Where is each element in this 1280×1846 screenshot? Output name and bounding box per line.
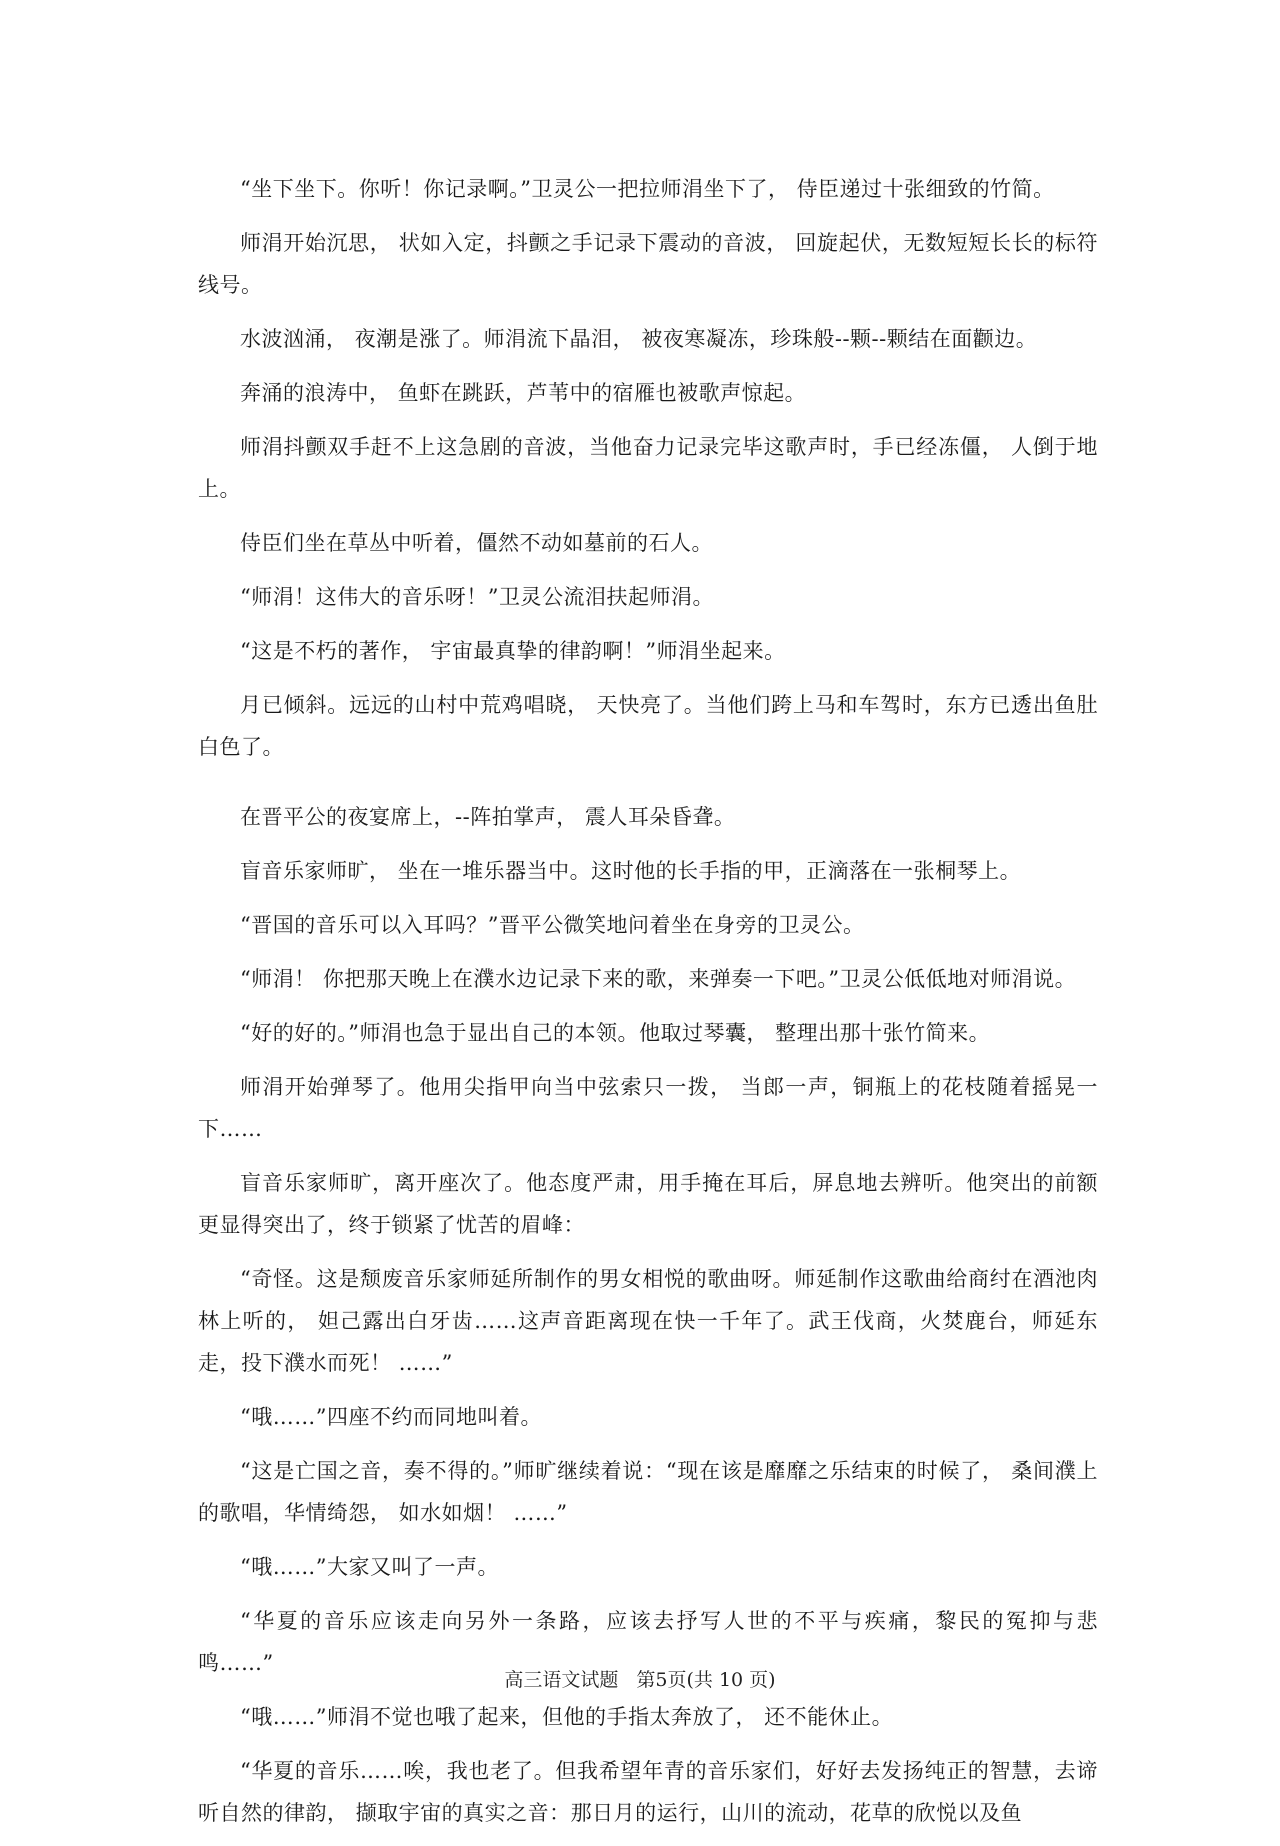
paragraph: 月已倾斜。远远的山村中荒鸡唱晓， 天快亮了。当他们跨上马和车驾时，东方已透出鱼肚白色了。	[198, 693, 1098, 759]
paragraph: “华夏的音乐应该走向另外一条路，应该去抒写人世的不平与疾痛，黎民的冤抑与悲鸣……”	[198, 1609, 1098, 1675]
paragraph: “奇怪。这是颓废音乐家师延所制作的男女相悦的歌曲呀。师延制作这歌曲给商纣在酒池肉林上听的， 妲己露出白牙齿……这声音距离现在快一千年了。武王伐商，火焚鹿台，师延东走，投下濮水而死！ ……”	[198, 1267, 1098, 1375]
paragraph: 师涓开始弹琴了。他用尖指甲向当中弦索只一拨， 当郎一声，铜瓶上的花枝随着摇晃一下……	[198, 1075, 1098, 1141]
paragraph: 侍臣们坐在草丛中听着，僵然不动如墓前的石人。	[240, 531, 713, 555]
paragraph: “师涓！这伟大的音乐呀！”卫灵公流泪扶起师涓。	[240, 585, 714, 609]
paragraph: “华夏的音乐……唉，我也老了。但我希望年青的音乐家们，好好去发扬纯正的智慧，去谛听自然的律韵， 撷取宇宙的真实之音：那日月的运行，山川的流动，花草的欣悦以及鱼	[198, 1759, 1098, 1825]
paragraph: “哦……”四座不约而同地叫着。	[240, 1405, 542, 1429]
paragraph: “晋国的音乐可以入耳吗？”晋平公微笑地问着坐在身旁的卫灵公。	[240, 913, 865, 937]
paragraph: 水波汹涌， 夜潮是涨了。师涓流下晶泪， 被夜寒凝冻，珍珠般--颗--颗结在面颧边。	[240, 327, 1038, 351]
paragraph: 在晋平公的夜宴席上，--阵拍掌声， 震人耳朵昏聋。	[240, 805, 736, 829]
paragraph: 奔涌的浪涛中， 鱼虾在跳跃，芦苇中的宿雁也被歌声惊起。	[240, 381, 807, 405]
paragraph: 师涓开始沉思， 状如入定，抖颤之手记录下震动的音波， 回旋起伏，无数短短长长的标符线号。	[198, 231, 1098, 297]
paragraph: 盲音乐家师旷， 坐在一堆乐器当中。这时他的长手指的甲，正滴落在一张桐琴上。	[240, 859, 1022, 883]
paragraph: “这是不朽的著作， 宇宙最真挚的律韵啊！”师涓坐起来。	[240, 639, 786, 663]
paragraph: “哦……”师涓不觉也哦了起来，但他的手指太奔放了， 还不能休止。	[240, 1705, 894, 1729]
paragraph: “坐下坐下。你听！你记录啊。”卫灵公一把拉师涓坐下了， 侍臣递过十张细致的竹简。	[240, 177, 1055, 201]
passage-text	[198, 168, 1098, 1846]
paragraph: 师涓抖颤双手赶不上这急剧的音波，当他奋力记录完毕这歌声时，手已经冻僵， 人倒于地上。	[198, 435, 1098, 501]
page-footer	[0, 1665, 1280, 1692]
paragraph: “师涓！ 你把那天晚上在濮水边记录下来的歌，来弹奏一下吧。”卫灵公低低地对师涓说。	[240, 967, 1077, 991]
paragraph: “这是亡国之音，奏不得的。”师旷继续着说：“现在该是靡靡之乐结束的时候了， 桑间濮上的歌唱，华情绮怨， 如水如烟！ ……”	[198, 1459, 1098, 1525]
exam-subject: 高三语文试题	[504, 1669, 619, 1691]
paragraph: “好的好的。”师涓也急于显出自己的本领。他取过琴囊， 整理出那十张竹简来。	[240, 1021, 991, 1045]
page-number: 第5页(共 10 页)	[636, 1669, 776, 1691]
paragraph: “哦……”大家又叫了一声。	[240, 1555, 499, 1579]
paragraph: 盲音乐家师旷，离开座次了。他态度严肃，用手掩在耳后，屏息地去辨听。他突出的前额更显得突出了，终于锁紧了忧苦的眉峰：	[198, 1171, 1098, 1237]
